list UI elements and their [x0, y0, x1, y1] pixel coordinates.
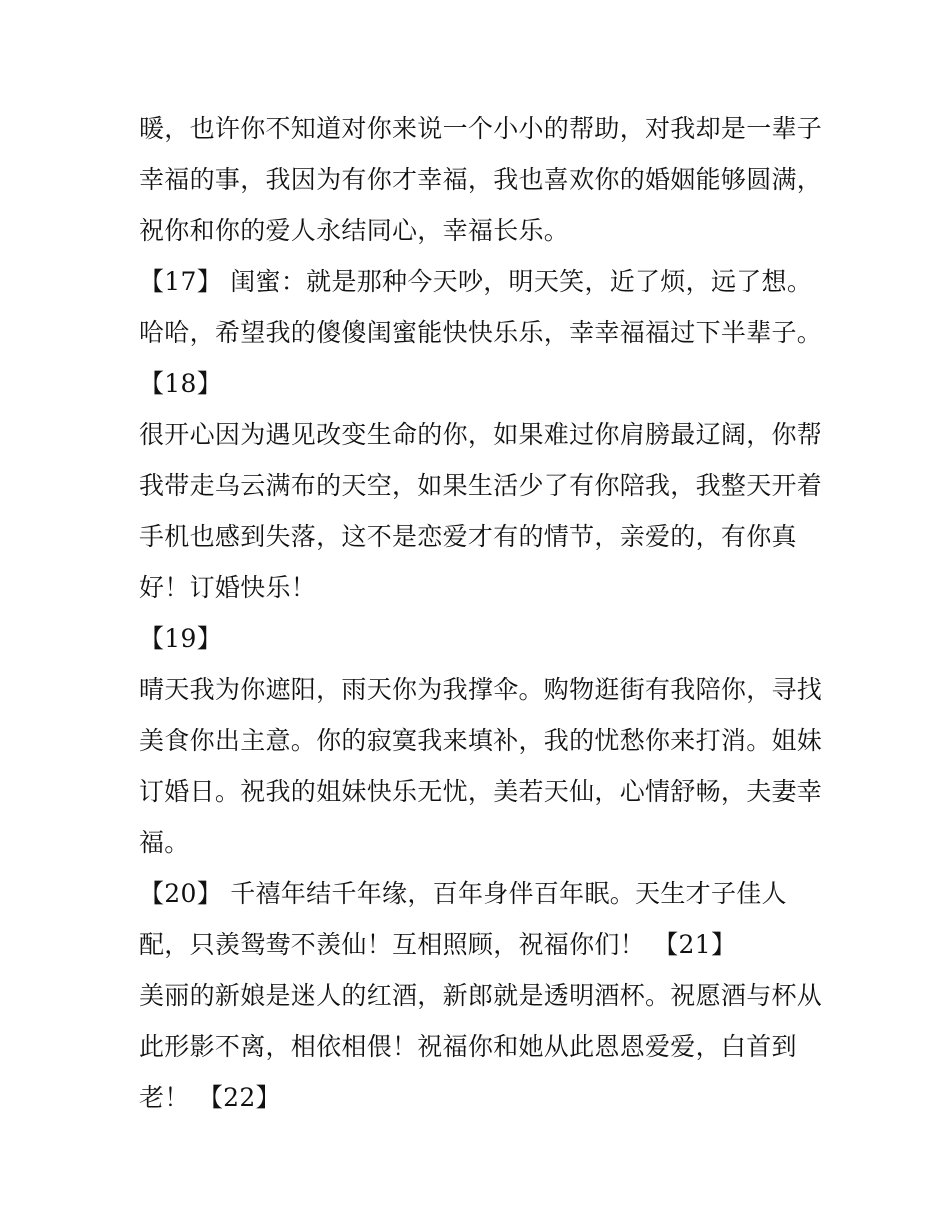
- text-line: 好！订婚快乐！: [139, 573, 317, 602]
- text-line: 此形影不离，相依相偎！祝福你和她从此恩恩爱爱，白首到: [139, 1032, 797, 1061]
- text-line: 幸福的事，我因为有你才幸福，我也喜欢你的婚姻能够圆满，: [139, 165, 823, 194]
- text-line: 祝你和你的爱人永结同心，幸福长乐。: [139, 216, 570, 245]
- text-line: 【20】 千禧年结千年缘，百年身伴百年眠。天生才子佳人: [139, 879, 787, 908]
- text-line: 哈哈，希望我的傻傻闺蜜能快快乐乐，幸幸福福过下半辈子。: [139, 318, 823, 347]
- text-line: 美食你出主意。你的寂寞我来填补，我的忧愁你来打消。姐妹: [139, 726, 823, 755]
- text-line: 我带走乌云满布的天空，如果生活少了有你陪我，我整天开着: [139, 471, 823, 500]
- text-line: 手机也感到失落，这不是恋爱才有的情节，亲爱的，有你真: [139, 522, 797, 551]
- text-line: 美丽的新娘是迷人的红酒，新郎就是透明酒杯。祝愿酒与杯从: [139, 981, 823, 1010]
- text-line: 老！ 【22】: [139, 1083, 281, 1112]
- text-line: 【19】: [139, 624, 223, 653]
- text-line: 暖，也许你不知道对你来说一个小小的帮助，对我却是一辈子: [139, 114, 823, 143]
- text-line: 订婚日。祝我的姐妹快乐无忧，美若天仙，心情舒畅，夫妻幸: [139, 777, 823, 806]
- text-line: 【17】 闺蜜：就是那种今天吵，明天笑，近了烦，远了想。: [139, 267, 813, 296]
- text-line: 配，只羡鸳鸯不羡仙！互相照顾，祝福你们！ 【21】: [139, 930, 737, 959]
- text-line: 很开心因为遇见改变生命的你，如果难过你肩膀最辽阔，你帮: [139, 420, 823, 449]
- text-line: 【18】: [139, 369, 223, 398]
- text-line: 福。: [139, 828, 190, 857]
- text-line: 晴天我为你遮阳，雨天你为我撑伞。购物逛街有我陪你，寻找: [139, 675, 823, 704]
